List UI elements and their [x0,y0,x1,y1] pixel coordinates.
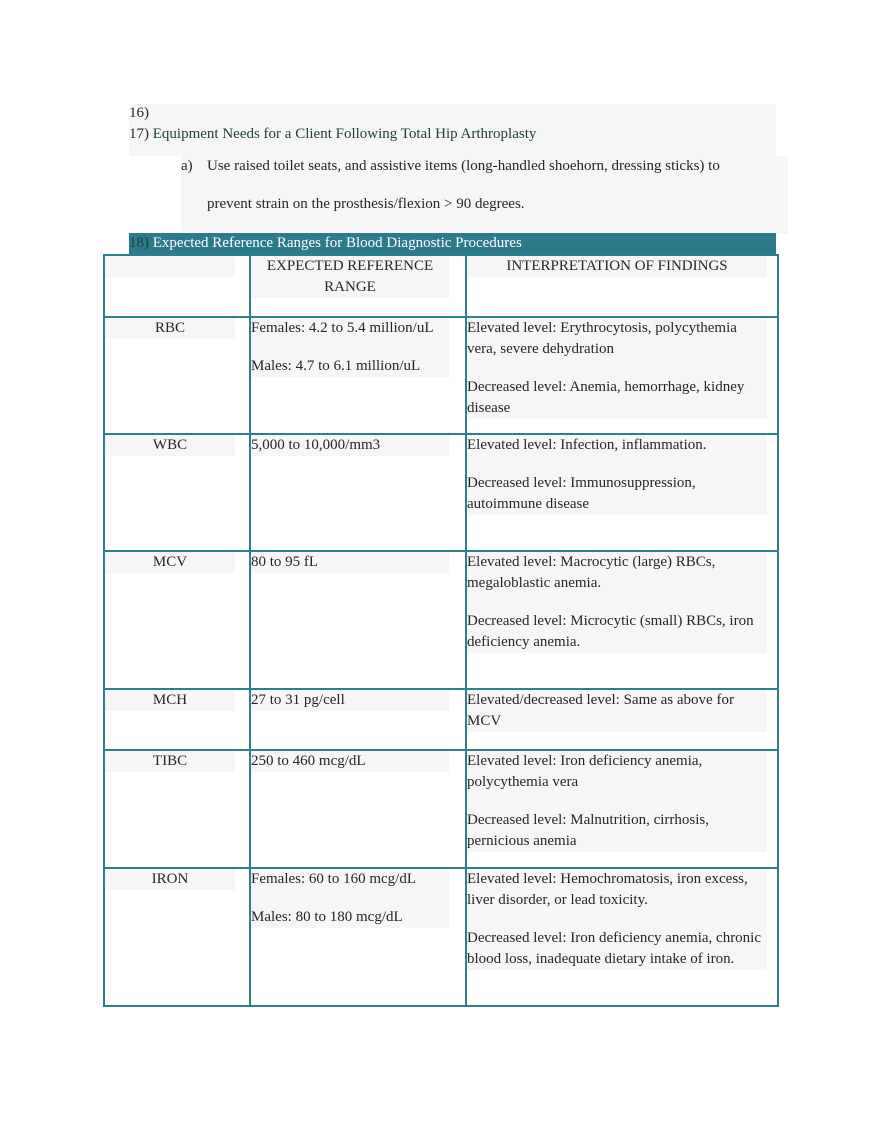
row-range-cell [250,689,466,750]
interpretation-line: Decreased level: Malnutrition, cirrhosis, pernicious anemia [467,812,710,849]
interpretation-line: Elevated level: Macrocytic (large) RBCs, megaloblastic anemia. [467,554,716,591]
table-row [104,689,778,750]
row-interpretation [467,869,767,970]
row-name: MCH [105,690,235,711]
interpretation-line: Elevated level: Infection, inflammation. [467,437,707,453]
table-header-row [104,255,778,317]
header-blank-box [105,256,235,277]
row-name: RBC [105,318,235,339]
row-name: IRON [105,869,235,890]
row-range [251,690,449,711]
row-interpretation [467,552,767,653]
row-range-cell [250,868,466,1006]
range-line: 80 to 95 fL [251,554,319,570]
interpretation-line: Elevated level: Iron deficiency anemia, polycythemia vera [467,753,703,790]
item-a-line-2: prevent strain on the prosthesis/flexion > 90 degrees. [207,196,525,212]
row-name: WBC [105,435,235,456]
row-range [251,869,449,928]
section-18-number: 18) [129,235,149,251]
interpretation-line: Elevated level: Erythrocytosis, polycythemia vera, severe dehydration [467,320,737,357]
row-range [251,751,449,772]
row-name-cell [104,317,250,434]
row-interpretation-cell [466,317,778,434]
range-line: Males: 80 to 180 mcg/dL [251,909,403,925]
row-range [251,435,449,456]
row-name-cell [104,868,250,1006]
row-name: TIBC [105,751,235,772]
section-16-number: 16) [129,105,149,121]
table-row [104,750,778,868]
row-interpretation [467,690,767,732]
row-range-cell [250,551,466,689]
table-row [104,868,778,1006]
section-17-title: Equipment Needs for a Client Following Total Hip Arthroplasty [152,126,537,142]
interpretation-line: Decreased level: Iron deficiency anemia, chronic blood loss, inadequate dietary intake of iron. [467,930,762,967]
row-interpretation [467,318,767,419]
interpretation-line: Decreased level: Anemia, hemorrhage, kidney disease [467,379,745,416]
range-line: Males: 4.7 to 6.1 million/uL [251,358,421,374]
header-range-label: EXPECTED REFERENCE RANGE [251,256,449,298]
row-interpretation-cell [466,551,778,689]
interpretation-line: Decreased level: Immunosuppression, autoimmune disease [467,475,696,512]
range-line: 27 to 31 pg/cell [251,692,345,708]
header-cell-range [250,255,466,317]
section-18-heading [129,233,776,255]
row-range [251,552,449,573]
header-cell-blank [104,255,250,317]
row-name: MCV [105,552,235,573]
row-range-cell [250,317,466,434]
interpretation-line: Elevated level: Hemochromatosis, iron excess, liver disorder, or lead toxicity. [467,871,748,908]
item-a-label: a) [181,158,193,174]
range-line: Females: 4.2 to 5.4 million/uL [251,320,434,336]
row-interpretation [467,435,767,515]
section-17-item-a [181,156,788,234]
table-row [104,551,778,689]
interpretation-line: Elevated/decreased level: Same as above for MCV [467,692,734,729]
row-interpretation-cell [466,434,778,551]
item-a-line-1: Use raised toilet seats, and assistive items (long-handled shoehorn, dressing sticks) to [207,158,720,174]
range-line: 5,000 to 10,000/mm3 [251,437,381,453]
row-name-cell [104,434,250,551]
row-interpretation [467,751,767,852]
row-name-cell [104,689,250,750]
row-range [251,318,449,377]
row-name-cell [104,750,250,868]
range-line: Females: 60 to 160 mcg/dL [251,871,416,887]
row-range-cell [250,750,466,868]
section-17-heading [129,124,776,156]
row-interpretation-cell [466,868,778,1006]
section-18-title: Expected Reference Ranges for Blood Diagnostic Procedures [152,235,522,251]
header-cell-interpretation [466,255,778,317]
table-row [104,317,778,434]
interpretation-line: Decreased level: Microcytic (small) RBCs, iron deficiency anemia. [467,613,754,650]
row-interpretation-cell [466,750,778,868]
header-interpretation-label: INTERPRETATION OF FINDINGS [467,256,767,277]
section-17-number: 17) [129,126,149,142]
range-line: 250 to 460 mcg/dL [251,753,366,769]
reference-ranges-table [103,254,779,1007]
row-interpretation-cell [466,689,778,750]
row-range-cell [250,434,466,551]
row-name-cell [104,551,250,689]
table-row [104,434,778,551]
